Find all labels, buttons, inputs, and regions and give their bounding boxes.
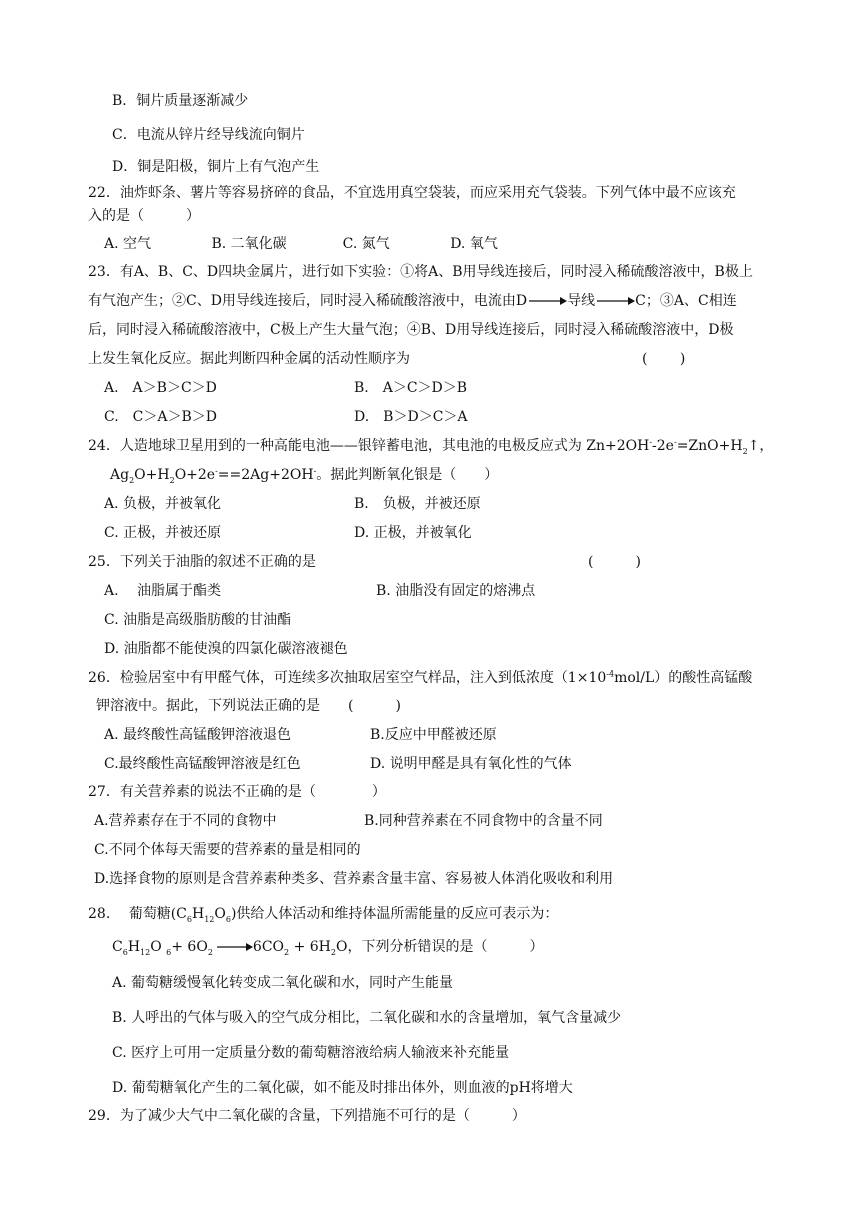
q21-option-b: B．铜片质量逐渐减少 — [112, 93, 249, 109]
q26-option-b: B.反应中甲醛被还原 — [370, 727, 497, 743]
q23-line2-c: C；③A、C相连 — [635, 293, 737, 309]
q24-l2-sup2: - — [313, 466, 317, 476]
q23-answer-paren: ( ) — [642, 351, 686, 367]
q28-eq-f: + 6H — [289, 939, 331, 955]
q24-l2-c: O+2e — [174, 467, 216, 483]
q28-equation — [112, 937, 543, 957]
q28-option-d: D. 葡萄糖氧化产生的二氧化碳，如不能及时排出体外，则血液的pH将增大 — [112, 1080, 573, 1096]
q24-l2-sub1: 2 — [129, 475, 135, 485]
q24-option-a: A. 负极，并被氧化 — [104, 496, 222, 512]
q28-l1-b: H — [191, 906, 205, 922]
q25-stem: 25．下列关于油脂的叙述不正确的是 — [88, 554, 316, 570]
q24-l1-sup2: - — [673, 437, 677, 447]
q29-stem: 29．为了减少大气中二氧化碳的含量，下列措施不可行的是（ ） — [88, 1108, 526, 1124]
q23-line2-b: 导线 — [567, 293, 596, 309]
q24-l2-a: Ag — [110, 467, 130, 483]
q28-l1-s2: 12 — [204, 914, 215, 924]
q21-option-c: C．电流从锌片经导线流向铜片 — [112, 127, 305, 143]
q28-eq-s2: 12 — [140, 947, 151, 957]
q24-l1-sub: 2 — [742, 446, 748, 456]
q23-option-b: B. A＞C＞D＞B — [354, 380, 468, 396]
q28-l1-c: O — [214, 906, 226, 922]
q28-eq-b: H — [127, 939, 141, 955]
q24-l2-d: ==2Ag+2OH — [217, 467, 314, 483]
q27-option-a: A.营养素存在于不同的食物中 — [94, 813, 277, 829]
q24-option-c: C. 正极，并被还原 — [104, 525, 222, 541]
q22-stem-line1: 22．油炸虾条、薯片等容易挤碎的食品，不宜选用真空袋装，而应采用充气袋装。下列气体中最不应该充 — [88, 185, 736, 201]
q27-option-b: B.同种营养素在不同食物中的含量不同 — [364, 813, 603, 829]
q25-answer-paren: ( ) — [588, 554, 641, 570]
q23-line2-a: 有气泡产生；②C、D用导线连接后，同时浸入稀硫酸溶液中，电流由D — [88, 293, 528, 309]
q28-eq-s4: 2 — [207, 947, 213, 957]
q28-l1-s3: 6 — [225, 914, 231, 924]
q24-l2-sup1: - — [215, 466, 218, 476]
q24-option-d: D. 正极，并被氧化 — [354, 525, 472, 541]
q25-option-c: C. 油脂是高级脂肪酸的甘油酯 — [104, 612, 292, 628]
q27-stem: 27．有关营养素的说法不正确的是（ ） — [88, 784, 386, 800]
q28-eq-e: 6CO — [252, 939, 285, 955]
q24-stem-line1 — [88, 436, 773, 456]
q21-option-d: D．铜是阳极，铜片上有气泡产生 — [112, 159, 320, 175]
q23-option-c: C. C＞A＞B＞D — [104, 409, 217, 425]
q24-l1-b: -2e — [652, 438, 674, 454]
q28-eq-a: C — [112, 939, 123, 955]
q28-eq-c: O — [150, 939, 167, 955]
q26-option-a: A. 最终酸性高锰酸钾溶液退色 — [104, 727, 292, 743]
q28-option-a: A. 葡萄糖缓慢氧化转变成二氧化碳和水，同时产生能量 — [112, 975, 454, 991]
q25-option-b: B. 油脂没有固定的熔沸点 — [376, 583, 536, 599]
q27-option-d: D.选择食物的原则是含营养素种类多、营养素含量丰富、容易被人体消化吸收和利用 — [94, 871, 614, 887]
q28-l1-a: 28. 葡萄糖(C — [88, 906, 187, 922]
q28-option-b: B. 人呼出的气体与吸入的空气成分相比，二氧化碳和水的含量增加，氧气含量减少 — [112, 1010, 622, 1026]
q24-l2-sub2: 2 — [169, 475, 175, 485]
q23-option-d: D. B＞D＞C＞A — [354, 409, 468, 425]
q26-stem-line1 — [88, 668, 752, 688]
q25-option-d: D. 油脂都不能使溴的四氯化碳溶液褪色 — [104, 641, 348, 657]
q24-l1-a: 24．人造地球卫星用到的一种高能电池——银锌蓄电池，其电池的电极反应式为 Zn+2OH — [88, 438, 650, 454]
q24-option-b: B. 负极，并被还原 — [354, 496, 481, 512]
q22-stem-line2: 入的是（ ） — [88, 208, 200, 224]
q23-stem-line1: 23．有A、B、C、D四块金属片，进行如下实验：①将A、B用导线连接后，同时浸入稀硫酸溶液中，B极上 — [88, 264, 753, 280]
q28-option-c: C. 医疗上可用一定质量分数的葡萄糖溶液给病人输液来补充能量 — [112, 1045, 510, 1061]
q24-stem-line2 — [110, 465, 498, 485]
q28-eq-s6: 2 — [330, 947, 336, 957]
q24-l2-e: 。据此判断氧化银是（ ） — [316, 467, 499, 483]
arrow-icon — [527, 291, 567, 311]
q28-eq-g: O，下列分析错误的是（ ） — [335, 939, 544, 955]
q24-l2-b: O+H — [134, 467, 170, 483]
q26-l1-a: 26．检验居室中有甲醛气体，可连续多次抽取居室空气样品，注入到低浓度（1×10 — [88, 670, 607, 686]
q28-eq-d: + 6O — [171, 939, 208, 955]
q23-option-a: A. A＞B＞C＞D — [104, 380, 217, 396]
q26-option-c: C.最终酸性高锰酸钾溶液是红色 — [104, 756, 301, 772]
q26-option-d: D. 说明甲醛是具有氧化性的气体 — [370, 756, 572, 772]
q28-l1-s1: 6 — [186, 914, 192, 924]
q26-stem-line2: 钾溶液中。据此，下列说法正确的是 ( ) — [96, 698, 401, 714]
q28-l1-d: )供给人体活动和维持体温所需能量的反应可表示为： — [230, 906, 559, 922]
q28-eq-s3: 6 — [166, 947, 172, 957]
q28-eq-s1: 6 — [122, 947, 128, 957]
q22-options: A. 空气 B. 二氧化碳 C. 氮气 D. 氧气 — [104, 236, 498, 252]
q28-stem-line1 — [88, 904, 558, 924]
q23-stem-line2 — [88, 291, 737, 311]
arrow-icon — [213, 937, 253, 957]
q23-stem-line3: 后，同时浸入稀硫酸溶液中，C极上产生大量气泡；④B、D用导线连接后，同时浸入稀硫酸溶液中，D极 — [88, 322, 734, 338]
q25-option-a: A. 油脂属于酯类 — [104, 583, 222, 599]
q24-l1-c: =ZnO+H — [676, 438, 743, 454]
q24-l1-sup1: - — [649, 437, 653, 447]
arrow-icon — [595, 291, 635, 311]
q26-l1-b: mol/L）的酸性高锰酸 — [614, 670, 753, 686]
q28-eq-s5: 2 — [284, 947, 290, 957]
q26-l1-sup: -4 — [606, 669, 615, 679]
q27-option-c: C.不同个体每天需要的营养素的量是相同的 — [94, 842, 361, 858]
q24-l1-d: ↑， — [747, 438, 774, 454]
q23-stem-line4: 上发生氧化反应。据此判断四种金属的活动性顺序为 — [88, 351, 410, 367]
